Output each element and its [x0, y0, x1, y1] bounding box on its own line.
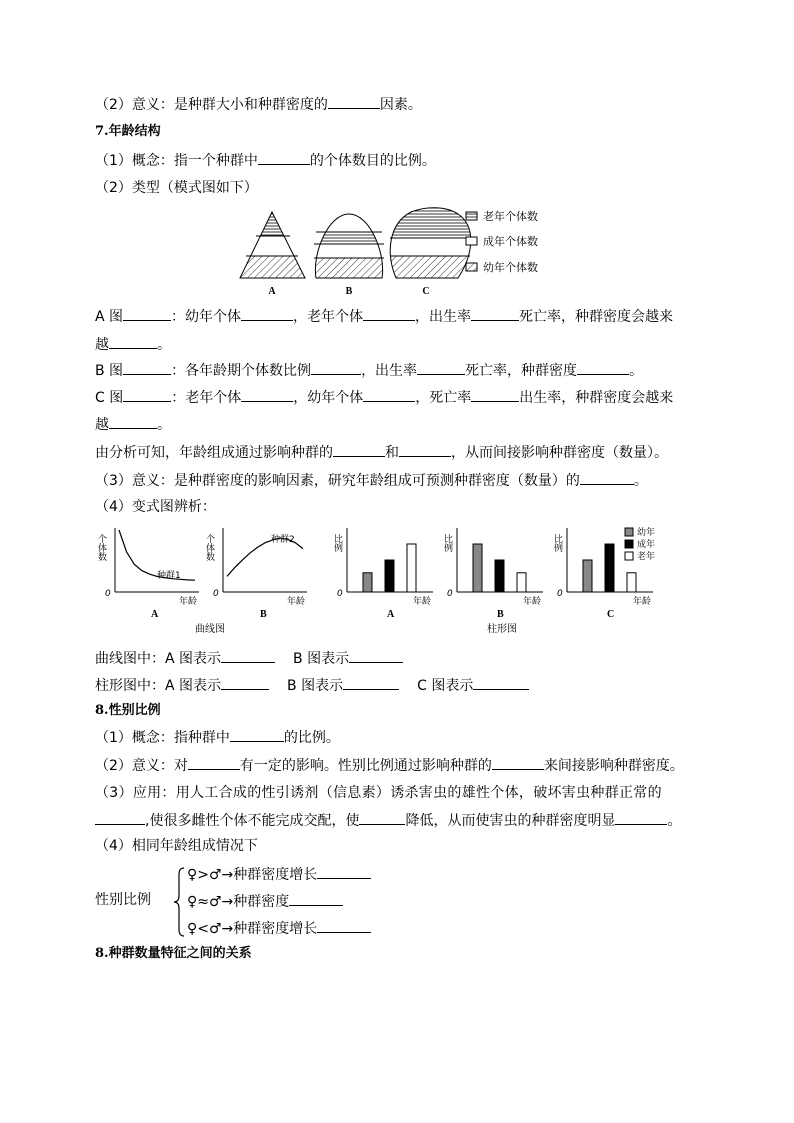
- text: 的比例。: [283, 730, 340, 746]
- answer-blank[interactable]: [241, 387, 293, 402]
- brace-icon: [172, 866, 186, 938]
- bar-legend-young: 幼年: [637, 528, 656, 538]
- answer-blank[interactable]: [230, 727, 284, 742]
- bar-young: [473, 544, 482, 592]
- bar-adult: [495, 560, 504, 592]
- text: ：老年个体: [171, 390, 242, 406]
- text: （2）意义：对: [95, 758, 188, 774]
- pyramid-a: [236, 204, 316, 278]
- analysis-line: [95, 442, 668, 463]
- answer-blank[interactable]: [289, 891, 343, 906]
- text: 。: [633, 473, 648, 489]
- text: B 图: [95, 363, 124, 379]
- bar-young: [583, 560, 592, 592]
- meaning-line: [95, 94, 422, 115]
- text: 。: [629, 363, 644, 379]
- text: ，从而间接影响种群密度（数量）。: [451, 445, 668, 461]
- concept-line: [95, 150, 436, 171]
- text: B 图表示: [293, 651, 350, 667]
- bar-legend-adult-swatch: [625, 540, 633, 548]
- section-heading-relationship: 8.种群数量特征之间的关系: [95, 946, 252, 961]
- bar-old: [627, 573, 636, 592]
- answer-blank[interactable]: [577, 360, 629, 375]
- text: 和: [385, 445, 399, 461]
- sex-application-line-2: [95, 810, 681, 831]
- figure-c-line: [95, 387, 673, 408]
- answer-blank[interactable]: [188, 755, 240, 770]
- text: 越: [95, 337, 109, 353]
- bar-old: [517, 573, 526, 592]
- sex-ratio-row-3: [187, 918, 371, 939]
- text: 柱形图中：A 图表示: [95, 678, 222, 694]
- answer-blank[interactable]: [258, 150, 310, 165]
- bar-origin: 0: [337, 589, 343, 599]
- text: 越: [95, 417, 109, 433]
- answer-blank[interactable]: [241, 306, 293, 321]
- curve-series-2-label: 种群2: [271, 535, 295, 545]
- legend-adult-swatch: [466, 237, 477, 245]
- answer-blank[interactable]: [109, 414, 157, 429]
- bar-legend-old-swatch: [625, 552, 633, 560]
- answer-blank[interactable]: [95, 810, 145, 825]
- bar-question-line: [95, 675, 529, 696]
- text: C 图表示: [417, 678, 474, 694]
- text: 由分析可知，年龄组成通过影响种群的: [95, 445, 333, 461]
- text: ，老年个体: [293, 309, 364, 325]
- origin: 0: [213, 589, 219, 599]
- answer-blank[interactable]: [317, 864, 371, 879]
- legend-adult: 成年个体数: [483, 235, 538, 248]
- text: （1）概念：指种群中: [95, 730, 230, 746]
- bar-origin: 0: [447, 589, 453, 599]
- answer-blank[interactable]: [317, 918, 371, 933]
- answer-blank[interactable]: [221, 675, 269, 690]
- text: 死亡率，种群密度会越来: [519, 309, 674, 325]
- meaning-line-2: [95, 470, 648, 491]
- bar-chart-label: A: [387, 609, 395, 620]
- bar-legend-young-swatch: [625, 528, 633, 536]
- answer-blank[interactable]: [123, 387, 171, 402]
- sex-ratio-row-2: [187, 891, 343, 912]
- type-line: （2）类型（模式图如下）: [95, 180, 258, 196]
- bar-ylabel: 比例: [332, 534, 342, 552]
- bar-chart-label: B: [497, 609, 504, 620]
- bar-ylabel: 比例: [552, 534, 562, 552]
- bar-chart-label: C: [607, 609, 615, 620]
- same-age-line: （4）相同年龄组成情况下: [95, 838, 258, 854]
- sex-ratio-row-1: [187, 864, 371, 885]
- figure-a-line-2: [95, 334, 171, 355]
- curve-a-ylabel: 个体数: [96, 534, 106, 561]
- figure-c-line-2: [95, 414, 171, 435]
- figure-b-line: [95, 360, 643, 381]
- label-c: C: [422, 286, 430, 297]
- text: 出生率，种群密度会越来: [519, 390, 674, 406]
- answer-blank[interactable]: [328, 94, 380, 109]
- answer-blank[interactable]: [417, 360, 465, 375]
- text: （1）概念：指一个种群中: [95, 153, 258, 169]
- curve-b-xlabel: 年龄: [287, 597, 306, 607]
- answer-blank[interactable]: [471, 306, 519, 321]
- text: ♀<♂→种群密度增长: [187, 921, 318, 937]
- text: 的个体数目的比例。: [309, 153, 436, 169]
- curve-series-1-label: 种群1: [157, 571, 181, 581]
- sex-ratio-label: 性别比例: [95, 892, 151, 908]
- answer-blank[interactable]: [363, 387, 415, 402]
- answer-blank[interactable]: [492, 755, 544, 770]
- answer-blank[interactable]: [311, 360, 361, 375]
- section-heading-sex-ratio: 8.性别比例: [95, 703, 161, 718]
- sex-concept-line: [95, 727, 340, 748]
- label-a: A: [268, 286, 276, 297]
- text: ,使很多雌性个体不能完成交配，使: [145, 813, 360, 829]
- answer-blank[interactable]: [221, 648, 275, 663]
- bar-legend-old: 老年: [637, 552, 656, 562]
- bar-legend-adult: 成年: [637, 540, 656, 550]
- curve-a-label: A: [151, 609, 159, 620]
- answer-blank[interactable]: [363, 306, 415, 321]
- text: ♀≈♂→种群密度: [187, 894, 290, 910]
- legend-old-swatch: [466, 212, 477, 220]
- text: 来间接影响种群密度。: [543, 758, 684, 774]
- text: 因素。: [379, 97, 422, 113]
- text: 。: [157, 417, 171, 433]
- answer-blank[interactable]: [359, 810, 405, 825]
- text: ♀>♂→种群密度增长: [187, 867, 318, 883]
- curve-a-xlabel: 年龄: [179, 597, 198, 607]
- bar-old: [407, 544, 416, 592]
- text: ，出生率: [361, 363, 418, 379]
- answer-blank[interactable]: [349, 648, 403, 663]
- age-pyramid-figure: [236, 204, 566, 300]
- origin: 0: [105, 589, 111, 599]
- answer-blank[interactable]: [109, 334, 157, 349]
- curve-b-ylabel: 个体数: [204, 534, 214, 561]
- label-b: B: [345, 286, 353, 297]
- legend-old: 老年个体数: [483, 210, 538, 223]
- sex-application-line: （3）应用：用人工合成的性引诱剂（信息素）诱杀害虫的雄性个体，破坏害虫种群正常的: [95, 785, 662, 801]
- text: A 图: [95, 309, 124, 325]
- bar-adult: [385, 560, 394, 592]
- text: 有一定的影响。性别比例通过影响种群的: [239, 758, 492, 774]
- bar-origin: 0: [557, 589, 563, 599]
- text: ，出生率: [415, 309, 472, 325]
- text: 死亡率，种群密度: [465, 363, 578, 379]
- figure-a-line: [95, 306, 673, 327]
- bar-ylabel: 比例: [442, 534, 452, 552]
- answer-blank[interactable]: [123, 306, 171, 321]
- bar-xlabel: 年龄: [523, 597, 542, 607]
- answer-blank[interactable]: [343, 675, 399, 690]
- text: （3）意义：是种群密度的影响因素，研究年龄组成可预测种群密度（数量）的: [95, 473, 580, 489]
- answer-blank[interactable]: [473, 675, 529, 690]
- answer-blank[interactable]: [580, 470, 634, 485]
- answer-blank[interactable]: [333, 442, 385, 457]
- text: 降低，从而使害虫的种群密度明显: [405, 813, 616, 829]
- text: ，死亡率: [415, 390, 472, 406]
- answer-blank[interactable]: [123, 360, 171, 375]
- text: B 图表示: [287, 678, 344, 694]
- text: （2）意义：是种群大小和种群密度的: [95, 97, 328, 113]
- text: ：幼年个体: [171, 309, 242, 325]
- curve-question-line: [95, 648, 403, 669]
- variant-charts: [95, 522, 695, 638]
- variant-heading: （4）变式图辨析：: [95, 499, 216, 515]
- pyramid-b: [312, 232, 392, 278]
- curve-caption: 曲线图: [195, 624, 225, 635]
- text: 。: [157, 337, 171, 353]
- sex-meaning-line: [95, 755, 684, 776]
- bar-xlabel: 年龄: [413, 597, 432, 607]
- answer-blank[interactable]: [615, 810, 667, 825]
- bar-xlabel: 年龄: [633, 597, 652, 607]
- bar-young: [363, 573, 372, 592]
- curve-b-label: B: [260, 609, 267, 620]
- text: ：各年龄期个体数比例: [171, 363, 312, 379]
- text: 曲线图中：A 图表示: [95, 651, 222, 667]
- legend-young: 幼年个体数: [483, 261, 538, 274]
- bar-caption: 柱形图: [487, 624, 517, 635]
- text: C 图: [95, 390, 124, 406]
- answer-blank[interactable]: [399, 442, 451, 457]
- section-heading-age-structure: 7.年龄结构: [95, 124, 161, 139]
- bar-adult: [605, 544, 614, 592]
- answer-blank[interactable]: [471, 387, 519, 402]
- legend-young-swatch: [466, 263, 477, 271]
- text: ，幼年个体: [293, 390, 364, 406]
- text: 。: [667, 813, 682, 829]
